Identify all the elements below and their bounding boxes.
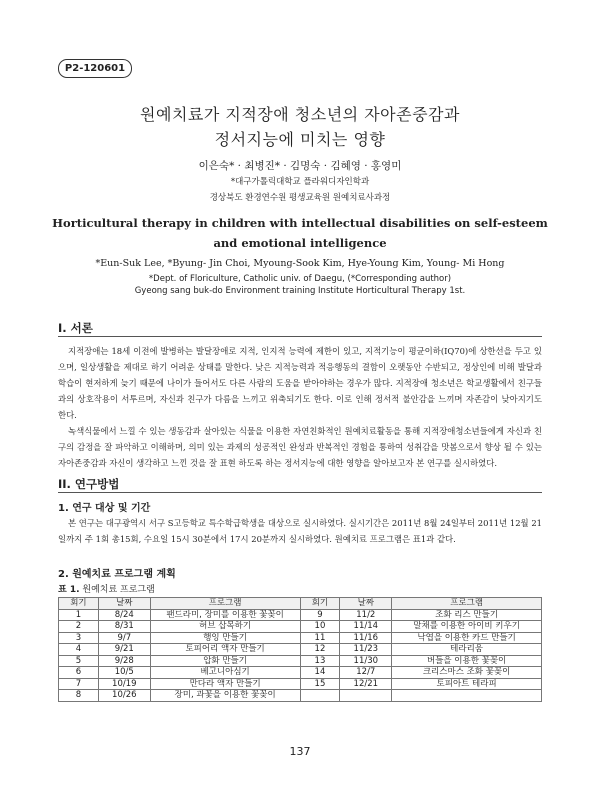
section-divider	[58, 492, 542, 493]
table-header-row	[59, 598, 542, 610]
section-heading-intro: I. 서론	[58, 321, 93, 335]
section-heading-methods: II. 연구방법	[58, 477, 120, 491]
title-ko-line2: 정서지능에 미치는 영향	[214, 130, 386, 149]
table-cell: 9/28	[98, 655, 150, 667]
header-program: 프로그램	[150, 598, 300, 610]
table-caption	[58, 582, 155, 595]
table-cell: 12/21	[340, 678, 392, 690]
table-cell: 11/30	[340, 655, 392, 667]
table-cell: 4	[59, 644, 99, 656]
table-cell: 11/23	[340, 644, 392, 656]
table-cell: 8/31	[98, 621, 150, 633]
table-cell: 테라리움	[392, 644, 542, 656]
table-cell: 12/7	[340, 667, 392, 679]
title-ko-line1: 원예치료가 지적장애 청소년의 자아존중감과	[140, 105, 460, 124]
table-cell: 압화 만들기	[150, 655, 300, 667]
authors-english: *Eun-Suk Lee, *Byung- Jin Choi, Myoung-Sook Kim, Hye-Young Kim, Young- Mi Hong	[95, 258, 505, 269]
intro-paragraph-2: 녹색식물에서 느낄 수 있는 생동감과 살아있는 식물을 이용한 자연친화적인 원예치료활동을 통해 지적장애청소년들에게 자신과 친구의 감정을 잘 파악하고 이해하며, 의미 있는 과제의 성공적인 완성과 반복적인 경험을 통하여 성취감을 맛봄으로서 향상 될 수 있는 자아존중감과 자신이 생각하고 느낀 것을 잘 표현 하도록 하는 정서지능에 대한 영향을 알아보고자 본 연구를 실시하였다.	[58, 426, 542, 468]
affiliation-en-2: Gyeong sang buk-do Environment training Institute Horticultural Therapy 1st.	[134, 286, 466, 296]
title-en-line2: and emotional intelligence	[213, 236, 387, 250]
table-cell: 14	[300, 667, 340, 679]
affiliation-ko-2: 경상북도 환경연수원 평생교육원 원예치료사과정	[209, 193, 391, 203]
table-cell: 낙엽을 이용한 카드 만들기	[392, 632, 542, 644]
table-cell: 조화 리스 만들기	[392, 609, 542, 621]
header-session: 회기	[59, 598, 99, 610]
table-cell: 장미, 과꽃을 이용한 꽃꽂이	[150, 690, 300, 702]
affiliation-en-1: *Dept. of Floriculture, Catholic univ. of Daegu, (*Corresponding author)	[148, 274, 452, 284]
table-cell: 말채를 이용한 아이비 키우기	[392, 621, 542, 633]
table-cell: 11/16	[340, 632, 392, 644]
table-cell: 6	[59, 667, 99, 679]
section-divider	[58, 336, 542, 337]
table-cell: 행잉 만들기	[150, 632, 300, 644]
table-cell: 11/2	[340, 609, 392, 621]
table-cell: 12	[300, 644, 340, 656]
table-row	[59, 621, 542, 633]
program-table	[58, 597, 542, 702]
table-cell: 2	[59, 621, 99, 633]
table-cell: 1	[59, 609, 99, 621]
table-cell	[340, 690, 392, 702]
table-cell: 크리스마스 조화 꽃꽂이	[392, 667, 542, 679]
table-cell: 10/26	[98, 690, 150, 702]
table-row	[59, 655, 542, 667]
table-cell: 9/7	[98, 632, 150, 644]
table-row	[59, 690, 542, 702]
table-row	[59, 609, 542, 621]
header-session: 회기	[300, 598, 340, 610]
table-row	[59, 632, 542, 644]
table-cell: 7	[59, 678, 99, 690]
table-cell: 토피어리 액자 만들기	[150, 644, 300, 656]
table-cell: 11/14	[340, 621, 392, 633]
table-cell: 베고니아심기	[150, 667, 300, 679]
table-cell: 허브 삽목하기	[150, 621, 300, 633]
table-cell	[300, 690, 340, 702]
table-cell: 8	[59, 690, 99, 702]
table-row	[59, 644, 542, 656]
subsection-heading-program: 2. 원예치료 프로그램 계획	[58, 569, 176, 580]
subjects-paragraph: 본 연구는 대구광역시 서구 S고등학교 특수학급학생을 대상으로 실시하였다. 실시기간은 2011년 8월 24일부터 2011년 12월 21일까지 주 1회 총15회, 수요일 15시 30분에서 17시 20분까지 실시하였다. 원예치료 프로그램은 표1과 같다.	[58, 518, 542, 544]
table-cell: 만다라 액자 만들기	[150, 678, 300, 690]
affiliation-ko-1: *대구가톨릭대학교 플라워디자인학과	[230, 177, 370, 187]
table-cell: 15	[300, 678, 340, 690]
table-cell: 5	[59, 655, 99, 667]
header-date: 날짜	[340, 598, 392, 610]
table-cell: 토피아트 테라피	[392, 678, 542, 690]
paper-id-badge: P2-120601	[58, 59, 132, 78]
table-caption-label: 표 1.	[58, 585, 80, 595]
header-program: 프로그램	[392, 598, 542, 610]
subsection-heading-subjects: 1. 연구 대상 및 기간	[58, 503, 151, 514]
table-row	[59, 667, 542, 679]
table-cell: 10	[300, 621, 340, 633]
table-cell: 13	[300, 655, 340, 667]
table-cell	[392, 690, 542, 702]
table-row	[59, 678, 542, 690]
page-number: 137	[289, 745, 311, 758]
table-cell: 팬드라미, 장미를 이용한 꽃꽂이	[150, 609, 300, 621]
header-date: 날짜	[98, 598, 150, 610]
table-cell: 10/19	[98, 678, 150, 690]
table-caption-text: 원예치료 프로그램	[82, 585, 155, 595]
table-cell: 3	[59, 632, 99, 644]
table-cell: 버들을 이용한 꽃꽂이	[392, 655, 542, 667]
title-en-line1: Horticultural therapy in children with intellectual disabilities on self-esteem	[52, 216, 548, 230]
table-cell: 11	[300, 632, 340, 644]
table-cell: 9	[300, 609, 340, 621]
intro-paragraph-1: 지적장애는 18세 이전에 발병하는 발달장애로 지적, 인지적 능력에 제한이 있고, 지적기능이 평균이하(IQ70)에 상한선을 두고 있으며, 일상생활을 제대로 하기 어려운 상태를 말한다. 낮은 지적능력과 적응행동의 결함이 오랫동안 수반되고, 정상인에 비해 발달과 학습이 현저하게 늦기 때문에 나이가 들어서도 다른 사람의 도움을 받아야하는 경우가 많다. 지적장애 청소년은 학교생활에서 친구들과의 상호작용이 서투르며, 자신과 친구가 다름을 느끼고 위축되기도 한다. 이로 인해 정서적 불안감을 느끼며 자존감이 낮아지기도 한다.	[58, 346, 542, 420]
table-cell: 8/24	[98, 609, 150, 621]
authors-korean: 이은숙* · 최병진* · 김명숙 · 김혜영 · 홍영미	[198, 160, 402, 172]
table-cell: 10/5	[98, 667, 150, 679]
table-cell: 9/21	[98, 644, 150, 656]
